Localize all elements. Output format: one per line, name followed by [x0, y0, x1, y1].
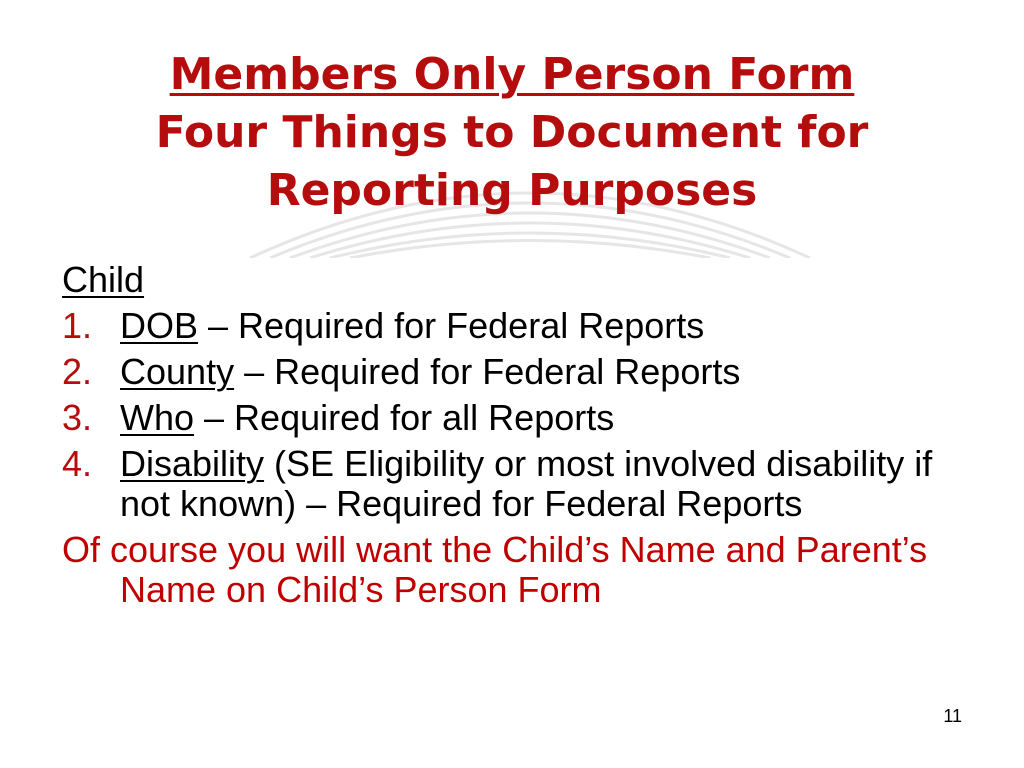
list-item	[62, 444, 992, 524]
item-term: County	[120, 351, 235, 392]
page-number: 11	[943, 706, 962, 726]
item-text: – Required for Federal Reports	[234, 351, 741, 392]
slide-body	[62, 256, 992, 610]
item-text: – Required for Federal Reports	[198, 305, 705, 346]
title-line-2: Four Things to Document for	[155, 107, 869, 158]
list-item	[62, 352, 992, 392]
title-line-3: Reporting Purposes	[266, 165, 758, 216]
item-number: 1.	[62, 305, 93, 346]
section-heading: Child	[62, 259, 145, 300]
item-term: Disability	[120, 443, 265, 484]
item-number: 3.	[62, 397, 93, 438]
slide-title	[0, 46, 1024, 220]
item-text: (SE Eligibility or most involved disability if not known) – Required for Federal Reports	[120, 443, 933, 524]
list-item	[62, 398, 992, 438]
note-text: Of course you will want the Child’s Name and Parent’s Name on Child’s Person Form	[62, 529, 928, 610]
list-item	[62, 306, 992, 346]
item-number: 2.	[62, 351, 93, 392]
item-term: DOB	[120, 305, 199, 346]
item-text: – Required for all Reports	[194, 397, 615, 438]
requirements-list	[62, 306, 992, 524]
item-term: Who	[120, 397, 195, 438]
title-line-1: Members Only Person Form	[169, 49, 855, 100]
item-number: 4.	[62, 443, 93, 484]
